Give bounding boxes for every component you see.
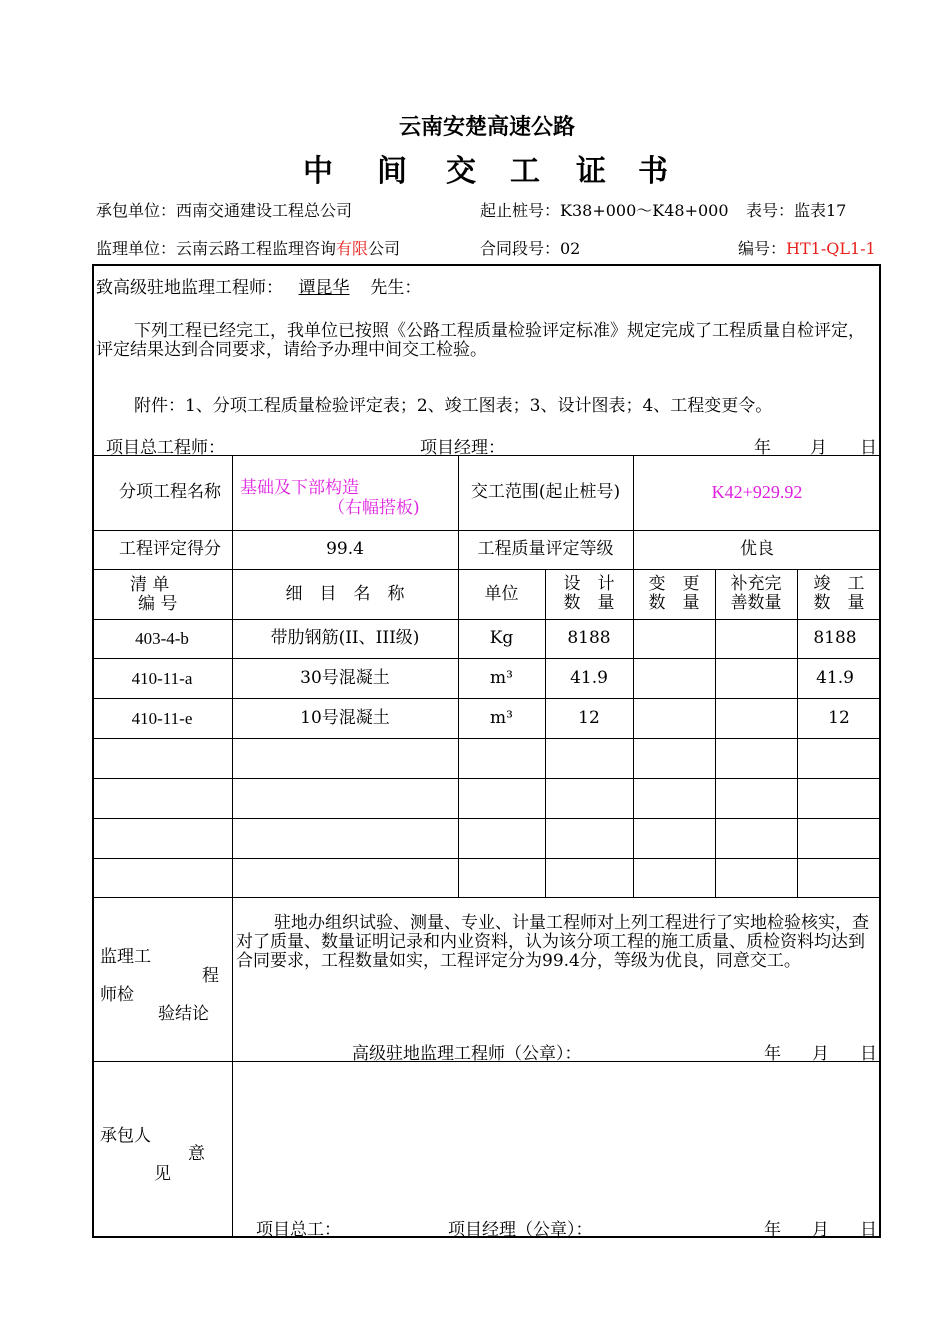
col-header-final [797, 569, 881, 619]
col-header-design [545, 569, 633, 619]
conclusion-month: 月 [812, 1044, 829, 1064]
document-title: 云南安楚高速公路 [398, 114, 575, 140]
opinion-manager: 项目经理（公章）： [448, 1220, 593, 1240]
opinion-year: 年 [764, 1220, 781, 1240]
opinion-chief: 项目总工： [256, 1220, 341, 1240]
project-name-label: 分项工程名称 [119, 482, 221, 502]
supervisor-unit [96, 236, 400, 259]
row-supplement [715, 619, 797, 658]
date-month: 月 [810, 438, 827, 458]
row-supplement [715, 698, 797, 738]
row-code: 403-4-b [135, 629, 189, 648]
row-unit: m³ [490, 707, 513, 728]
row-unit: Kg [489, 628, 514, 648]
project-name-value [232, 455, 458, 530]
range-label: 交工范围(起止桩号) [470, 482, 621, 502]
col-design-line2: 数 量 [563, 593, 615, 613]
conclusion-label-1: 监理工 [100, 947, 151, 967]
row-change [633, 619, 715, 658]
conclusion-text: 驻地办组织试验、测量、专业、计量工程师对上列工程进行了实地检验核实，查对了质量、数量证明记录和内业资料，认为该分项工程的施工质量、质检资料均达到合同要求，工程数量如实，工程评定分为99.4分，等级为优良，同意交工。 [236, 913, 869, 971]
col-code-line1: 清 单 [130, 575, 170, 595]
row-unit: m³ [490, 667, 513, 688]
conclusion-day: 日 [860, 1044, 877, 1064]
row-item: 带肋钢筋(II、III级) [270, 628, 420, 648]
opinion-month: 月 [812, 1220, 829, 1240]
conclusion-year: 年 [764, 1044, 781, 1064]
letter-salutation [96, 273, 421, 298]
chief-engineer-label: 项目总工程师： [106, 438, 225, 458]
row-item: 10号混凝土 [300, 707, 390, 728]
row-design: 12 [578, 707, 600, 728]
col-code-line2: 编 号 [138, 594, 178, 614]
project-name-line2: （右幅搭板) [328, 498, 420, 518]
subtitle-char: 中 [303, 154, 335, 189]
serial-label: 编号： [738, 239, 787, 258]
conclusion-label [92, 897, 232, 1061]
conclusion-signer: 高级驻地监理工程师（公章）： [352, 1044, 582, 1064]
conclusion-label-2: 程 [202, 966, 219, 986]
subtitle-char: 交 [446, 154, 478, 189]
row-change [633, 658, 715, 698]
salutation-label: 致高级驻地监理工程师： [96, 278, 283, 298]
form-number: 表号：监表17 [746, 201, 847, 220]
document-subtitle [0, 146, 950, 189]
salutation-suffix: 先生： [370, 278, 422, 298]
row-item: 30号混凝土 [300, 667, 390, 688]
contract-section: 合同段号：02 [480, 239, 581, 258]
opinion-day: 日 [860, 1220, 877, 1240]
row-change [633, 698, 715, 738]
col-change-line1: 变 更 [648, 574, 700, 594]
row-code: 410-11-e [131, 708, 193, 728]
contractor-opinion-label [92, 1061, 232, 1238]
row-supplement [715, 658, 797, 698]
col-supplement-line1: 补充完 [730, 574, 782, 594]
letter-body: 下列工程已经完工，我单位已按照《公路工程质量检验评定标准》规定完成了工程质量自检评定，评定结果达到合同要求，请给予办理中间交工检验。 [96, 321, 865, 360]
row-design: 41.9 [570, 667, 608, 688]
col-supplement-line2: 善数量 [730, 593, 782, 613]
opinion-label-2: 意 [188, 1144, 205, 1164]
grade-value: 优良 [740, 539, 774, 559]
subtitle-char: 证 [576, 154, 608, 189]
subtitle-char: 间 [377, 154, 409, 189]
col-final-line1: 竣 工 [813, 574, 865, 594]
subtitle-char: 工 [510, 154, 542, 189]
engineer-name: 谭昆华 [298, 278, 350, 298]
col-design-line1: 设 计 [563, 574, 615, 594]
supervisor-unit-pre: 监理单位：云南云路工程监理咨询 [96, 239, 337, 258]
serial-number [738, 236, 876, 259]
row-final: 41.9 [816, 667, 854, 688]
col-change-line2: 数 量 [648, 593, 700, 613]
row-code: 410-11-a [131, 668, 193, 688]
conclusion-label-3: 师检 [100, 985, 134, 1005]
row-final: 8188 [813, 628, 857, 648]
project-name-line1: 基础及下部构造 [240, 478, 359, 498]
station-range: 起止桩号：K38+000～K48+000 [480, 201, 729, 220]
score-label: 工程评定得分 [119, 539, 221, 559]
col-header-code [92, 569, 232, 619]
col-header-unit: 单位 [484, 583, 519, 604]
serial-value: HT1-QL1-1 [786, 239, 876, 258]
col-header-change [633, 569, 715, 619]
score-value: 99.4 [326, 539, 364, 559]
row-final: 12 [828, 707, 850, 728]
supervisor-unit-post: 公司 [368, 239, 401, 258]
subtitle-char: 书 [638, 154, 670, 189]
contractor-unit: 承包单位：西南交通建设工程总公司 [96, 201, 353, 220]
date-year: 年 [754, 438, 771, 458]
grade-label: 工程质量评定等级 [477, 539, 614, 559]
supervisor-unit-red: 有限 [336, 239, 369, 258]
col-header-item: 细 目 名 称 [285, 583, 405, 604]
conclusion-label-4: 验结论 [158, 1004, 209, 1024]
range-value: K42+929.92 [711, 482, 803, 502]
row-design: 8188 [567, 628, 611, 648]
opinion-label-1: 承包人 [100, 1126, 151, 1146]
manager-label: 项目经理： [420, 438, 505, 458]
opinion-label-3: 见 [154, 1164, 171, 1184]
attachments: 附件：1、分项工程质量检验评定表；2、竣工图表；3、设计图表；4、工程变更令。 [134, 396, 773, 416]
col-final-line2: 数 量 [813, 593, 865, 613]
date-day: 日 [860, 438, 877, 458]
col-header-supplement [715, 569, 797, 619]
